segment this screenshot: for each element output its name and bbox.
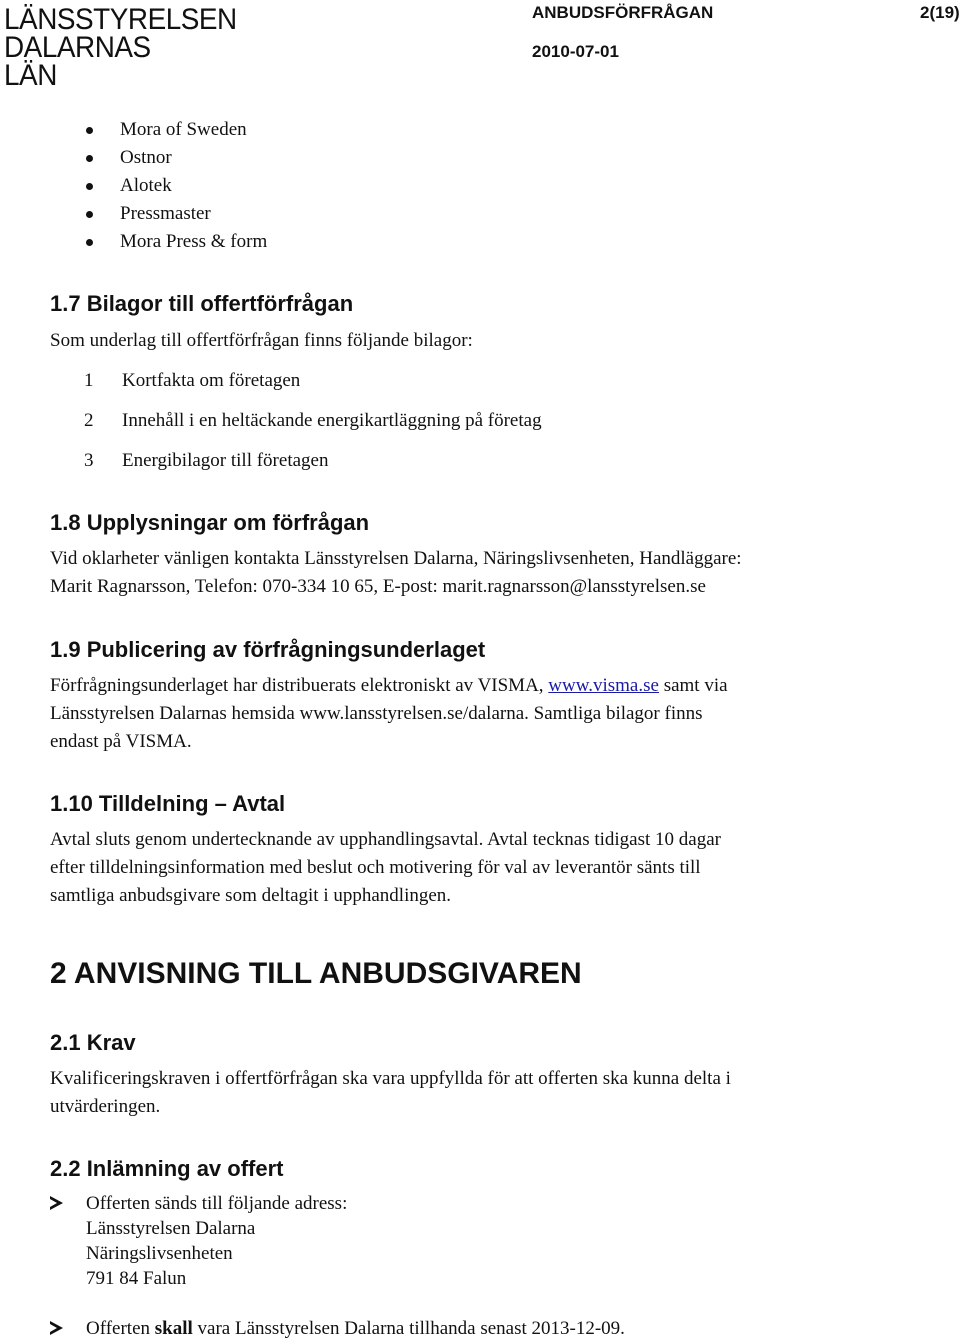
list-item: Mora Press & form	[82, 228, 267, 256]
section-heading-1-7: 1.7 Bilagor till offertförfrågan	[50, 291, 354, 316]
attachment-text: Kortfakta om företagen	[122, 370, 301, 391]
logo-line-1: LÄNSSTYRELSEN	[4, 3, 237, 36]
list-item: Mora of Sweden	[82, 116, 267, 144]
attachment-row	[84, 407, 784, 435]
logo-line-2: DALARNAS LÄN	[4, 31, 151, 92]
emphasis: skall	[154, 1318, 193, 1339]
section-heading-1-10: 1.10 Tilldelning – Avtal	[50, 791, 286, 816]
text-line: Länsstyrelsen Dalarna	[86, 1218, 256, 1239]
list-item: Alotek	[82, 172, 267, 200]
text-line: 791 84 Falun	[86, 1268, 187, 1289]
deadline-text	[86, 1316, 625, 1341]
page-number: 2(19)	[920, 3, 960, 22]
attachment-row	[84, 447, 784, 475]
text-line: Näringslivsenheten	[86, 1243, 233, 1264]
attachment-number: 3	[84, 450, 94, 471]
section-1-7-intro: Som underlag till offertförfrågan finns följande bilagor:	[50, 330, 473, 351]
section-heading-2-1: 2.1 Krav	[50, 1030, 136, 1055]
text-line: Länsstyrelsen Dalarnas hemsida www.lansstyrelsen.se/dalarna. Samtliga bilagor finns	[50, 703, 703, 724]
text-line: efter tilldelningsinformation med beslut och motivering för val av leverantör sänts till	[50, 857, 701, 878]
chapter-heading-2: 2 ANVISNING TILL ANBUDSGIVAREN	[50, 957, 582, 990]
list-item: Ostnor	[82, 144, 267, 172]
text-line	[50, 672, 930, 700]
section-heading-1-8: 1.8 Upplysningar om förfrågan	[50, 510, 370, 535]
section-1-8-body	[50, 545, 930, 601]
text-line: Offerten sänds till följande adress:	[86, 1193, 348, 1214]
text-line: samtliga anbudsgivare som deltagit i upphandlingen.	[50, 885, 452, 906]
list-item: Pressmaster	[82, 200, 267, 228]
section-heading-2-2: 2.2 Inlämning av offert	[50, 1156, 284, 1181]
text-line: Kvalificeringskraven i offertförfrågan ska vara uppfyllda för att offerten ska kunna delta i	[50, 1068, 731, 1089]
text-line: endast på VISMA.	[50, 731, 192, 752]
text-span: Förfrågningsunderlaget har distribuerats elektroniskt av VISMA,	[50, 675, 549, 696]
attachment-number: 1	[84, 370, 94, 391]
attachment-text: Innehåll i en heltäckande energikartläggning på företag	[122, 410, 542, 431]
text-line: Vid oklarheter vänligen kontakta Länsstyrelsen Dalarna, Näringslivsenheten, Handläggare:	[50, 548, 742, 569]
arrow-bullet-icon	[50, 1321, 64, 1335]
section-1-10-body	[50, 826, 930, 910]
attachment-row	[84, 367, 784, 395]
agency-logo	[4, 3, 237, 92]
address-block	[86, 1191, 347, 1291]
text-line: Avtal sluts genom undertecknande av upphandlingsavtal. Avtal tecknas tidigast 10 dagar	[50, 829, 721, 850]
attachment-text: Energibilagor till företagen	[122, 450, 329, 471]
text-span: Offerten	[86, 1318, 155, 1339]
text-line: Marit Ragnarsson, Telefon: 070-334 10 65, E-post: marit.ragnarsson@lansstyrelsen.se	[50, 576, 706, 597]
address-item	[50, 1191, 750, 1291]
document-date: 2010-07-01	[532, 42, 619, 61]
company-list	[82, 116, 267, 256]
deadline-item	[50, 1316, 850, 1341]
section-1-9-body	[50, 672, 930, 756]
attachment-number: 2	[84, 410, 94, 431]
section-2-1-body	[50, 1065, 930, 1121]
visma-link[interactable]: www.visma.se	[548, 675, 659, 696]
text-span: samt via	[658, 675, 728, 696]
text-line: utvärderingen.	[50, 1096, 161, 1117]
arrow-bullet-icon	[50, 1196, 64, 1210]
text-span: vara Länsstyrelsen Dalarna tillhanda senast 2013-12-09.	[192, 1318, 625, 1339]
document-title: ANBUDSFÖRFRÅGAN	[532, 3, 714, 22]
section-heading-1-9: 1.9 Publicering av förfrågningsunderlaget	[50, 637, 486, 662]
